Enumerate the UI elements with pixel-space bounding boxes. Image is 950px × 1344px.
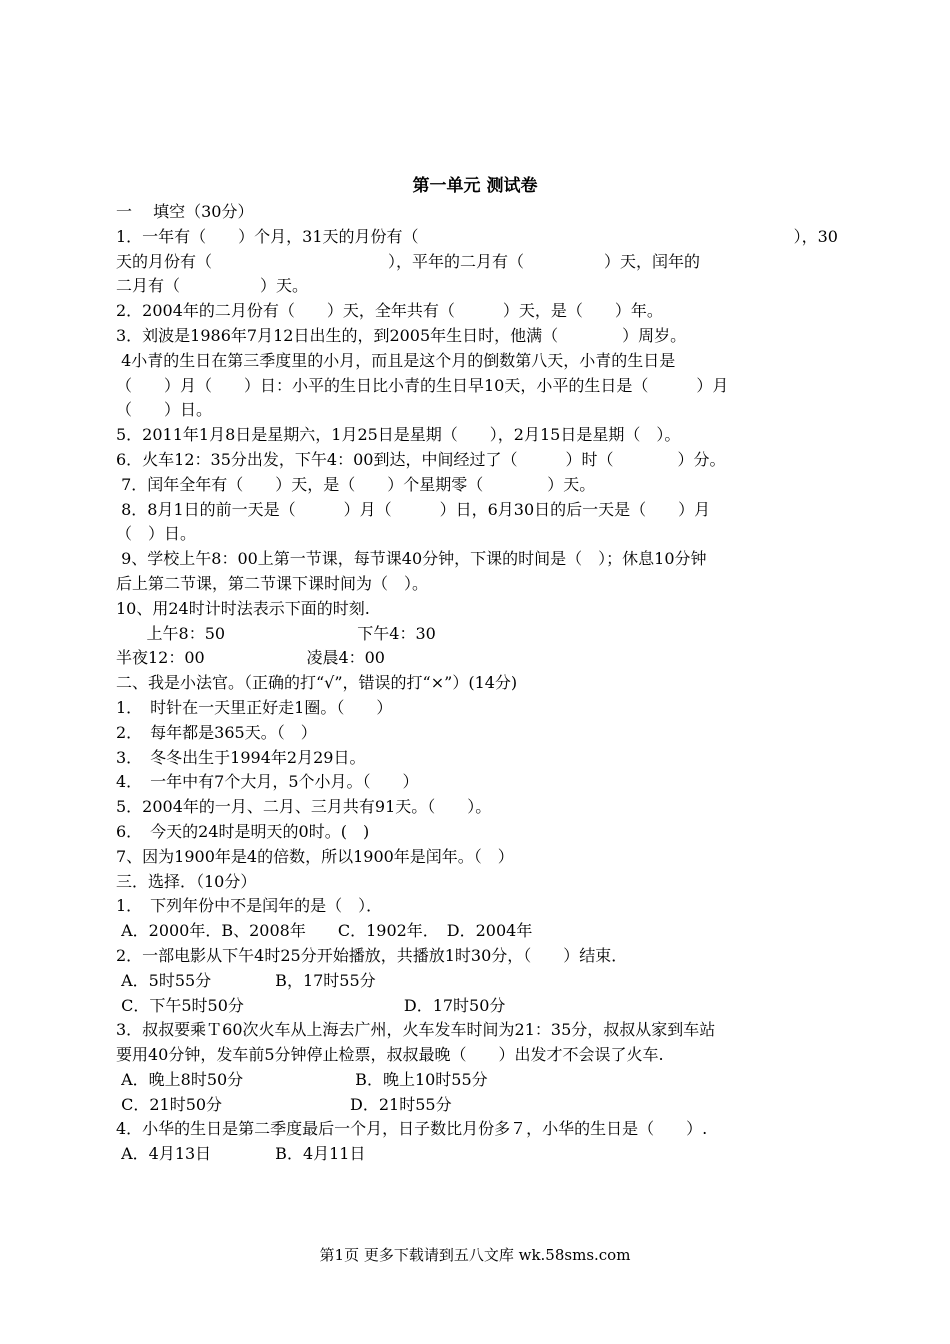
- text-line: [116, 498, 838, 523]
- text-segment: （ ）月（ ）日：小平的生日比小青的生日早10天，小平的生日是（ ）月: [116, 375, 729, 395]
- text-line: （ ）日。: [116, 524, 197, 544]
- text-line: 2．一部电影从下午4时25分开始播放，共播放1时30分，（ ）结束．: [116, 945, 628, 965]
- text-line: C．21时50分 D．21时55分: [116, 1094, 452, 1114]
- text-line: A．5时55分 B，17时55分: [116, 970, 376, 990]
- page-title: 第一单元 测试卷: [412, 176, 538, 196]
- text-segment: 天的月份有（ ），平年的二月有（ ）天，闰年的: [116, 251, 701, 271]
- text-line: 2．2004年的二月份有（ ）天，全年共有（ ）天，是（ ）年。: [116, 301, 663, 321]
- text-line: 9、学校上午8：00上第一节课，每节课40分钟，下课的时间是（ ）；休息10分钟: [116, 549, 707, 569]
- text-line: 5．2011年1月8日是星期六，1月25日是星期（ ），2月15日是星期（ ）。: [116, 425, 681, 445]
- text-line: 2． 每年都是365天。（ ）: [116, 722, 317, 742]
- text-line: 7、因为1900年是4的倍数，所以1900年是闰年。（ ）: [116, 846, 514, 866]
- text-line: 5．2004年的一月、二月、三月共有91天。（ ）。: [116, 797, 492, 817]
- text-line: 一 填空（30分）: [116, 202, 254, 221]
- text-line: [116, 1018, 838, 1043]
- text-line: [116, 225, 838, 250]
- text-line: 10、用24时计时法表示下面的时刻.: [116, 598, 370, 618]
- text-line: 6．火车12：35分出发，下午4：00到达，中间经过了（ ）时（ ）分。: [116, 449, 726, 469]
- text-line: 后上第二节课，第二节课下课时间为（ ）。: [116, 573, 429, 593]
- text-line: 4．小华的生日是第二季度最后一个月，日子数比月份多７，小华的生日是（ ）.: [116, 1119, 708, 1139]
- text-line: [116, 250, 838, 275]
- text-line: 1． 时针在一天里正好走1圈。（ ）: [116, 697, 393, 717]
- text-line: 上午8：50 下午4：30: [116, 623, 436, 643]
- text-line: 6． 今天的24时是明天的0时。( ): [116, 821, 370, 841]
- text-line: C．下午5时50分 D．17时50分: [116, 995, 506, 1015]
- text-segment: ），30: [793, 226, 838, 246]
- page-footer: 第1页 更多下载请到五八文库 wk.58sms.com: [319, 1246, 631, 1264]
- text-line: 7．闰年全年有（ ）天，是（ ）个星期零（ ）天。: [116, 474, 596, 494]
- exam-body: [116, 200, 838, 1167]
- text-line: 3． 冬冬出生于1994年2月29日。: [116, 747, 366, 767]
- text-line: A．晚上8时50分 B．晚上10时55分: [116, 1069, 488, 1089]
- text-line: 三．选择．（10分）: [116, 871, 257, 891]
- text-line: A．4月13日 B．4月11日: [116, 1144, 366, 1164]
- text-line: 3．刘波是1986年7月12日出生的，到2005年生日时，他满（ ）周岁。: [116, 325, 687, 345]
- text-segment: 3．叔叔要乘Ｔ60次火车从上海去广州，火车发车时间为21：35分，叔叔从家到车站: [116, 1020, 716, 1040]
- text-line: [116, 374, 838, 399]
- text-line: 半夜12：00 凌晨4：00: [116, 648, 385, 668]
- text-line: 1． 下列年份中不是闰年的是（ ）．: [116, 896, 383, 916]
- text-segment: 1．一年有（ ）个月，31天的月份有（: [116, 226, 419, 246]
- text-line: 二月有（ ）天。: [116, 276, 309, 296]
- text-line: 4小青的生日在第三季度里的小月，而且是这个月的倒数第八天，小青的生日是: [116, 350, 676, 370]
- text-segment: 8．8月1日的前一天是（ ）月（ ）日，6月30日的后一天是（ ）月: [116, 499, 711, 519]
- text-line: A．2000年．B、2008年 C．1902年． D．2004年: [116, 921, 533, 941]
- text-line: 4． 一年中有7个大月，5个小月。（ ）: [116, 772, 419, 792]
- text-line: 二、我是小法官。（正确的打“√”，错误的打“×”）(14分): [116, 673, 518, 693]
- text-line: （ ）日。: [116, 400, 213, 420]
- text-line: 要用40分钟，发车前5分钟停止检票，叔叔最晚（ ）出发才不会误了火车.: [116, 1045, 664, 1065]
